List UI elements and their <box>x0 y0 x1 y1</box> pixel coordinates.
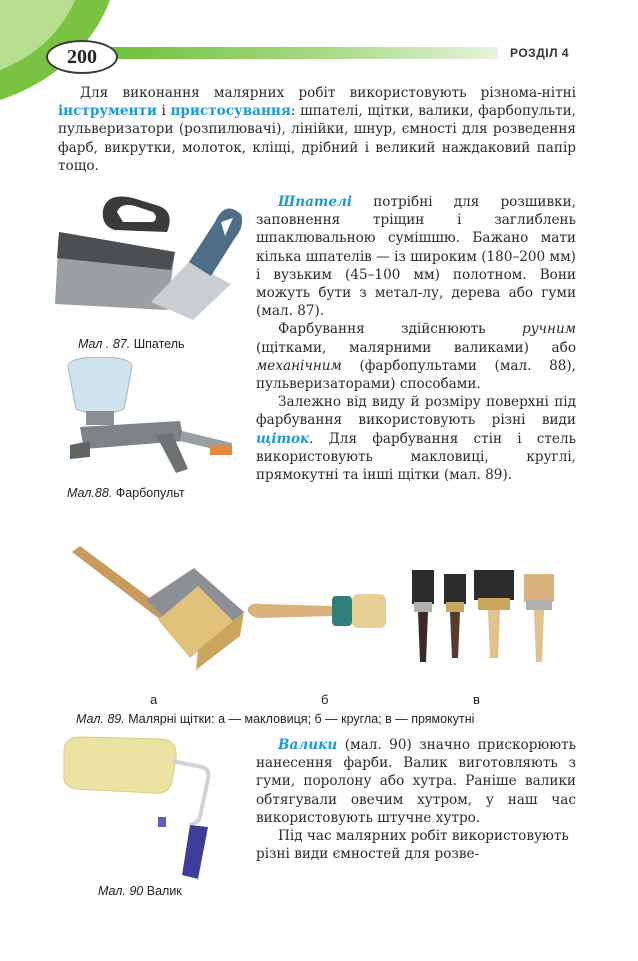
spray-gun-illustration <box>60 357 240 477</box>
figure-88-caption: Мал.88. Фарбопульт <box>67 486 185 500</box>
figure-89-label-a: а <box>150 692 158 707</box>
figure-89-caption: Мал. 89. Малярні щітки: а — макловиця; б — кругла; в — прямокутні <box>76 712 475 726</box>
link-devices[interactable]: пристосування <box>170 103 291 120</box>
term-rollers[interactable]: Валики <box>278 737 338 753</box>
header-bar <box>110 47 498 59</box>
figure-89-label-v: в <box>473 692 480 707</box>
spatulas-paragraphs: Шпателі потрібні для розшивки, заповнення тріщин і заглиблень шпаклювальною сумішшю. Бажано мати кілька шпателів — із широким (180–200 мм) і вузьким (45–100 мм) полотном. Вони можуть бути з метал-лу, дерева або гуми (мал. 87). Фарбування здійснюють ручним (щітками, малярними валиками) або механічним (фарбопультами (мал. 88), пульверизаторами) способами. Залежно від виду й розміру поверхні під фарбування використовують різні види щіток. Для фарбування стін і стель використовують макловиці, круглі, прямокутні та інші щітки (мал. 89). <box>256 194 576 484</box>
rollers-paragraphs: Валики (мал. 90) значно прискорюють нанесення фарби. Валик виготовляють з гуми, поролону або хутра. Раніше валики обтягували овечим хутром, у наш час використовують штучне хутро. Під час малярних робіт використовують різні види ємностей для розве- <box>256 737 576 863</box>
wide-brush-icon <box>72 546 244 670</box>
round-brush-icon <box>248 594 386 628</box>
spatula-illustration <box>55 192 245 322</box>
brushes-illustration <box>62 540 572 680</box>
figure-90-caption: Мал. 90 Валик <box>98 884 182 898</box>
flat-brushes-icon <box>412 570 554 662</box>
link-instruments[interactable]: інструменти <box>58 103 157 120</box>
section-title: РОЗДІЛ 4 <box>510 46 570 60</box>
link-brushes[interactable]: щіток <box>256 430 310 447</box>
figure-87-caption: Мал . 87. Шпатель <box>78 337 185 351</box>
term-spatulas[interactable]: Шпателі <box>278 194 353 210</box>
figure-89-label-b: б <box>321 692 329 707</box>
roller-illustration <box>60 733 240 883</box>
page-number: 200 <box>46 40 118 74</box>
intro-paragraph: Для виконання малярних робіт використовують різнома-нітні інструменти і пристосування: шпателі, щітки, валики, фарбопульти, пульверизатори (розпилювачі), лінійки, шнур, ємності для розведення фарб, викрутки, молоток, кліщі, дрібний і великий наждаковий папір тощо. <box>58 85 576 174</box>
